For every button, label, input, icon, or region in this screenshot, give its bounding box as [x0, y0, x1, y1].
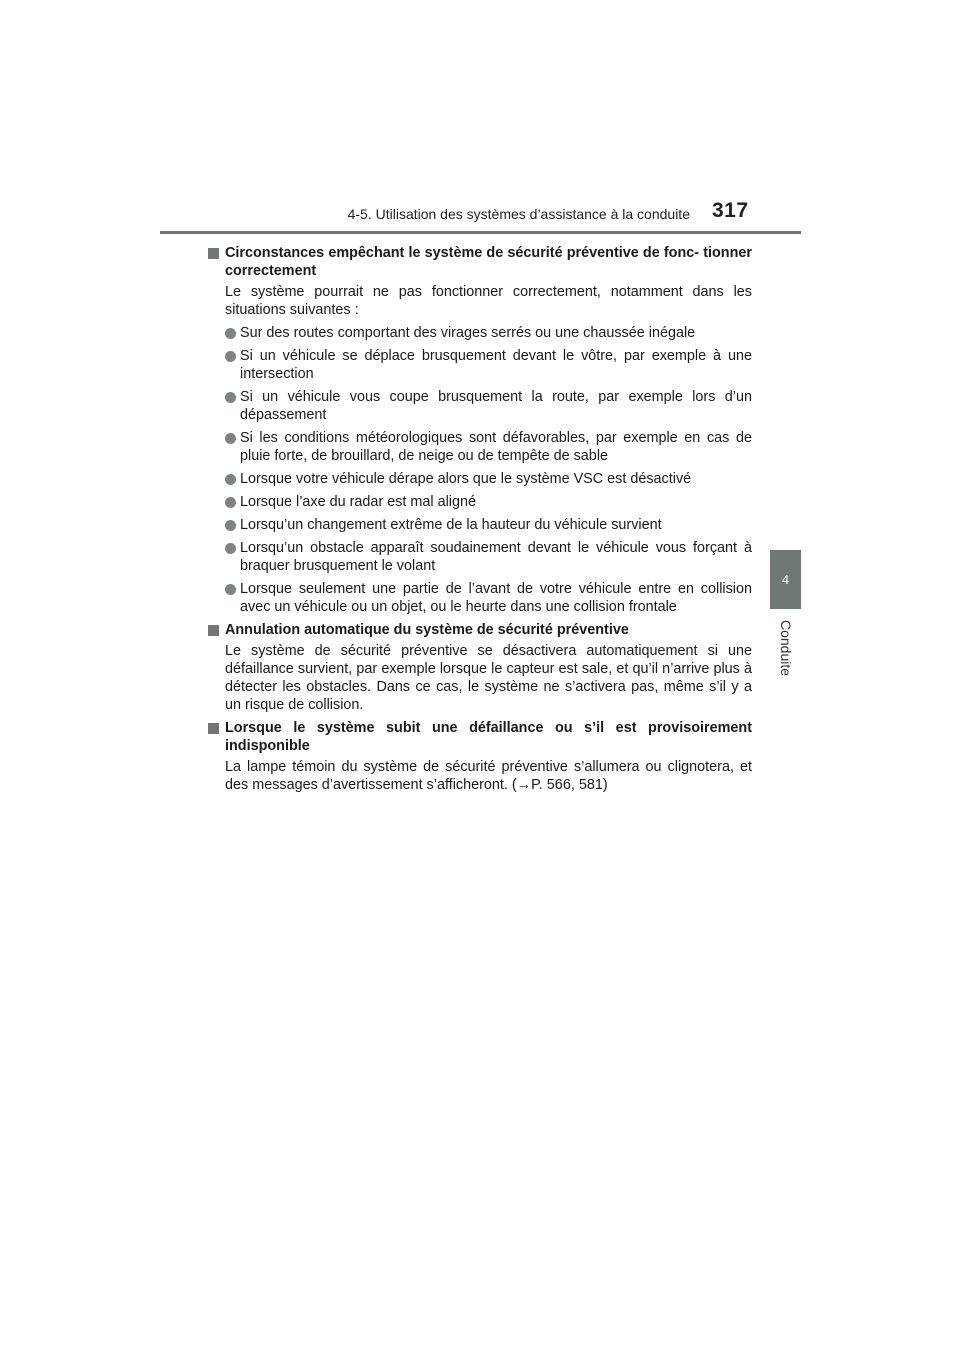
- bullet-dot-icon: [225, 474, 236, 485]
- section-paragraph: Le système de sécurité préventive se désactivera automatiquement si une défaillance survient, par exemple lorsque le capteur est sale, et qu’il n’arrive plus à détecter les obstacles. Dans ce cas, le système ne s’activera pas, même s’il y a un risque de collision.: [225, 643, 752, 713]
- section-title: Lorsque le système subit une défaillance ou s’il est provisoirement indisponible: [225, 720, 752, 754]
- list-item: Lorsque seulement une partie de l’avant de votre véhicule entre en collision avec un véhicule ou un objet, ou le heurte dans une collision frontale: [225, 580, 752, 616]
- list-item: Lorsqu’un changement extrême de la hauteur du véhicule survient: [225, 516, 752, 534]
- bullet-dot-icon: [225, 543, 236, 554]
- bullet-dot-icon: [225, 520, 236, 531]
- list-item: Si un véhicule vous coupe brusquement la route, par exemple lors d’un dépassement: [225, 388, 752, 424]
- list-item: Sur des routes comportant des virages serrés ou une chaussée inégale: [225, 324, 752, 342]
- list-item: Lorsque votre véhicule dérape alors que le système VSC est désactivé: [225, 470, 752, 488]
- page-content: [208, 244, 752, 799]
- bullet-dot-icon: [225, 328, 236, 339]
- chapter-number: 4: [781, 572, 790, 587]
- list-item: Si un véhicule se déplace brusquement devant le vôtre, par exemple à une intersection: [225, 347, 752, 383]
- bullet-list: [225, 324, 752, 616]
- section-defaillance: [208, 719, 752, 794]
- list-item: Si les conditions météorologiques sont défavorables, par exemple en cas de pluie forte, de brouillard, de neige ou de tempête de sable: [225, 429, 752, 465]
- section-paragraph: La lampe témoin du système de sécurité préventive s’allumera ou clignotera, et des messages d’avertissement s’afficheront. (→P. 566, 581): [225, 759, 752, 793]
- page-number: 317: [712, 199, 749, 222]
- running-header: 4-5. Utilisation des systèmes d’assistance à la conduite: [347, 206, 690, 222]
- chapter-tab[interactable]: [770, 550, 801, 609]
- chapter-label: Conduite: [778, 619, 794, 677]
- list-item: Lorsque l’axe du radar est mal aligné: [225, 493, 752, 511]
- section-square-icon: [208, 625, 219, 636]
- bullet-dot-icon: [225, 497, 236, 508]
- section-square-icon: [208, 723, 219, 734]
- bullet-dot-icon: [225, 351, 236, 362]
- section-title: Annulation automatique du système de sécurité préventive: [225, 622, 629, 638]
- list-item: Lorsqu’un obstacle apparaît soudainement devant le véhicule vous forçant à braquer brusquement le volant: [225, 539, 752, 575]
- section-paragraph: Le système pourrait ne pas fonctionner correctement, notamment dans les situations suivantes :: [225, 284, 752, 318]
- section-title: Circonstances empêchant le système de sécurité préventive de fonc- tionner correctement: [225, 245, 752, 279]
- bullet-dot-icon: [225, 584, 236, 595]
- bullet-dot-icon: [225, 433, 236, 444]
- section-circonstances: [208, 244, 752, 616]
- header-rule: [160, 231, 801, 234]
- bullet-dot-icon: [225, 392, 236, 403]
- section-square-icon: [208, 248, 219, 259]
- section-annulation: [208, 621, 752, 714]
